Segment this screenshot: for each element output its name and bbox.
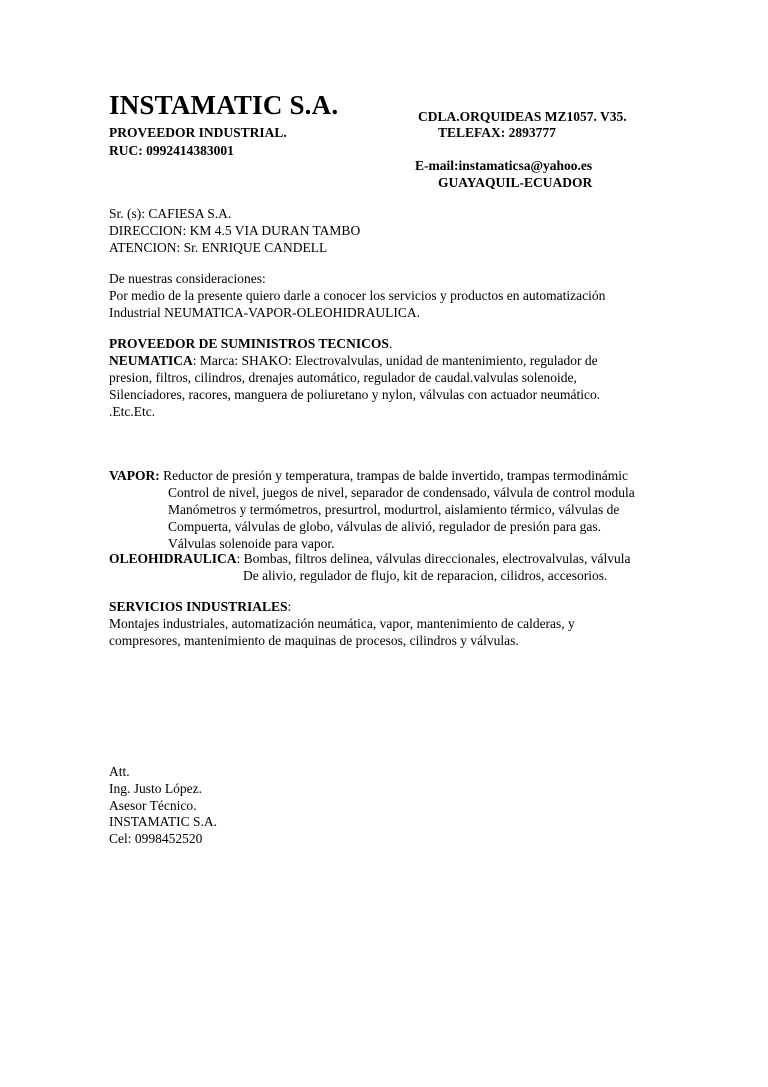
- company-ruc: RUC: 0992414383001: [109, 143, 234, 158]
- recipient-direccion: DIRECCION: KM 4.5 VIA DURAN TAMBO: [109, 223, 361, 238]
- suministros-heading: [109, 335, 392, 352]
- oleo-text-1: : Bombas, filtros delinea, válvulas direccionales, electrovalvulas, válvula: [236, 551, 631, 566]
- company-email: E-mail:instamaticsa@yahoo.es: [415, 158, 593, 173]
- vapor-text-1: Reductor de presión y temperatura, trampas de balde invertido, trampas termodinámic: [159, 468, 628, 483]
- vapor-line-1: [109, 467, 628, 484]
- company-name: INSTAMATIC S.A.: [109, 90, 339, 120]
- signature-name: Ing. Justo López.: [109, 781, 202, 796]
- vapor-line-3: Manómetros y termómetros, presurtrol, modurtrol, aislamiento térmico, válvulas de: [168, 502, 620, 517]
- intro-line-1: Por medio de la presente quiero darle a conocer los servicios y productos en automatización: [109, 288, 606, 303]
- neumatica-text-1: : Marca: SHAKO: Electrovalvulas, unidad de mantenimiento, regulador de: [192, 353, 598, 368]
- vapor-line-2: Control de nivel, juegos de nivel, separador de condensado, válvula de control modula: [168, 485, 635, 500]
- signature-cel: Cel: 0998452520: [109, 831, 203, 846]
- vapor-line-5: Válvulas solenoide para vapor.: [168, 536, 335, 551]
- suministros-heading-tail: .: [388, 336, 393, 351]
- neumatica-label: NEUMATICA: [109, 353, 193, 368]
- company-telefax: TELEFAX: 2893777: [438, 125, 556, 140]
- oleo-label: OLEOHIDRAULICA: [109, 551, 237, 566]
- intro-line-2: Industrial NEUMATICA-VAPOR-OLEOHIDRAULICA.: [109, 305, 420, 320]
- neumatica-line-3: Silenciadores, racores, manguera de poliuretano y nylon, válvulas con actuador neumático.: [109, 387, 601, 402]
- oleo-line-1: [109, 550, 631, 567]
- neumatica-line-2: presion, filtros, cilindros, drenajes automático, regulador de caudal.valvulas solenoide,: [109, 370, 577, 385]
- signature-att: Att.: [109, 764, 130, 779]
- vapor-line-4: Compuerta, válvulas de globo, válvulas de alivió, regulador de presión para gas.: [168, 519, 602, 534]
- servicios-line-2: compresores, mantenimiento de maquinas de procesos, cilindros y válvulas.: [109, 633, 519, 648]
- company-address: CDLA.ORQUIDEAS MZ1057. V35.: [418, 109, 627, 124]
- servicios-heading: [109, 598, 291, 615]
- company-tagline: PROVEEDOR INDUSTRIAL.: [109, 125, 287, 140]
- vapor-label: VAPOR:: [109, 468, 160, 483]
- signature-role: Asesor Técnico.: [109, 798, 197, 813]
- neumatica-line-4: .Etc.Etc.: [109, 404, 156, 419]
- signature-company: INSTAMATIC S.A.: [109, 814, 218, 829]
- intro-greeting: De nuestras consideraciones:: [109, 271, 266, 286]
- recipient-atencion: ATENCION: Sr. ENRIQUE CANDELL: [109, 240, 328, 255]
- suministros-heading-text: PROVEEDOR DE SUMINISTROS TECNICOS: [109, 336, 389, 351]
- servicios-heading-tail: :: [287, 599, 292, 614]
- neumatica-line-1: [109, 352, 598, 369]
- servicios-heading-text: SERVICIOS INDUSTRIALES: [109, 599, 288, 614]
- company-city: GUAYAQUIL-ECUADOR: [438, 175, 593, 190]
- oleo-line-2: De alivio, regulador de flujo, kit de reparacion, cilidros, accesorios.: [243, 568, 608, 583]
- servicios-line-1: Montajes industriales, automatización neumática, vapor, mantenimiento de calderas, y: [109, 616, 575, 631]
- recipient-to: Sr. (s): CAFIESA S.A.: [109, 206, 232, 221]
